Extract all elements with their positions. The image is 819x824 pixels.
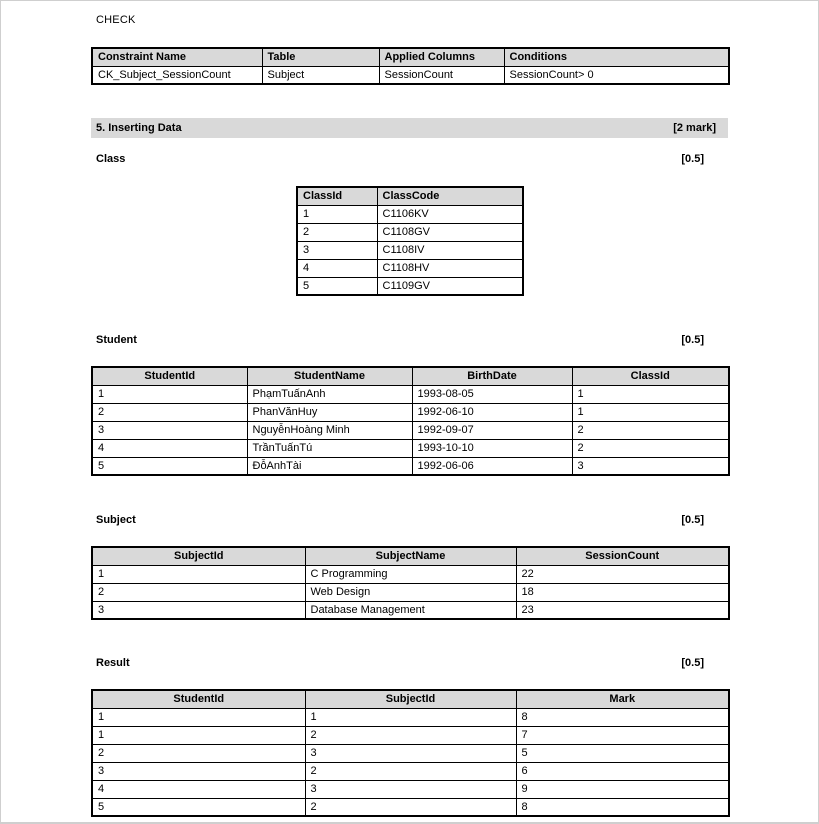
cell: 1 bbox=[305, 708, 516, 726]
subject-table-heading bbox=[96, 513, 704, 527]
cell: 1992-06-10 bbox=[412, 403, 572, 421]
table-row bbox=[92, 421, 729, 439]
cell: 1 bbox=[92, 726, 305, 744]
cell: C1106KV bbox=[377, 205, 523, 223]
cell: 2 bbox=[305, 726, 516, 744]
table-mark: [0.5] bbox=[681, 334, 704, 346]
cell: 1992-06-06 bbox=[412, 457, 572, 475]
header-row bbox=[297, 187, 523, 205]
column-header: SubjectId bbox=[92, 547, 305, 565]
result-table-heading bbox=[96, 656, 704, 670]
table-row bbox=[92, 708, 729, 726]
column-header: Applied Columns bbox=[379, 48, 504, 66]
cell: SessionCount> 0 bbox=[504, 66, 729, 84]
cell: 1 bbox=[92, 385, 247, 403]
header-row bbox=[92, 547, 729, 565]
table-row bbox=[92, 66, 729, 84]
cell: 1 bbox=[92, 708, 305, 726]
cell: 1992-09-07 bbox=[412, 421, 572, 439]
cell: 3 bbox=[572, 457, 729, 475]
table-row bbox=[92, 601, 729, 619]
class-table bbox=[296, 186, 524, 296]
cell: 5 bbox=[516, 744, 729, 762]
section-header-bar bbox=[91, 118, 728, 138]
table-title: Student bbox=[96, 334, 137, 346]
cell: 23 bbox=[516, 601, 729, 619]
table-row bbox=[92, 457, 729, 475]
class-table-heading bbox=[96, 152, 704, 166]
cell: 5 bbox=[92, 798, 305, 816]
cell: 1 bbox=[297, 205, 377, 223]
cell: CK_Subject_SessionCount bbox=[92, 66, 262, 84]
table-mark: [0.5] bbox=[681, 514, 704, 526]
table-row bbox=[92, 439, 729, 457]
cell: TrầnTuấnTú bbox=[247, 439, 412, 457]
cell: 22 bbox=[516, 565, 729, 583]
table-mark: [0.5] bbox=[681, 657, 704, 669]
cell: 7 bbox=[516, 726, 729, 744]
column-header: StudentId bbox=[92, 690, 305, 708]
cell: PhạmTuấnAnh bbox=[247, 385, 412, 403]
cell: 2 bbox=[297, 223, 377, 241]
cell: C Programming bbox=[305, 565, 516, 583]
cell: C1108HV bbox=[377, 259, 523, 277]
table-row bbox=[92, 762, 729, 780]
cell: C1108GV bbox=[377, 223, 523, 241]
cell: 4 bbox=[297, 259, 377, 277]
column-header: Constraint Name bbox=[92, 48, 262, 66]
cell: 4 bbox=[92, 439, 247, 457]
cell: 2 bbox=[92, 744, 305, 762]
table-row bbox=[297, 223, 523, 241]
table-row bbox=[92, 744, 729, 762]
student-table-heading bbox=[96, 333, 704, 347]
column-header: StudentName bbox=[247, 367, 412, 385]
cell: PhanVănHuy bbox=[247, 403, 412, 421]
header-row bbox=[92, 690, 729, 708]
cell: Database Management bbox=[305, 601, 516, 619]
table-row bbox=[92, 565, 729, 583]
table-row bbox=[92, 780, 729, 798]
result-table bbox=[91, 689, 730, 817]
table-title: Result bbox=[96, 657, 130, 669]
column-header: SubjectName bbox=[305, 547, 516, 565]
cell: 2 bbox=[92, 583, 305, 601]
table-row bbox=[297, 259, 523, 277]
table-row bbox=[92, 583, 729, 601]
cell: 6 bbox=[516, 762, 729, 780]
cell: 3 bbox=[297, 241, 377, 259]
table-row bbox=[92, 726, 729, 744]
cell: Web Design bbox=[305, 583, 516, 601]
cell: 3 bbox=[92, 421, 247, 439]
student-table bbox=[91, 366, 730, 476]
cell: 5 bbox=[92, 457, 247, 475]
cell: 18 bbox=[516, 583, 729, 601]
table-row bbox=[297, 205, 523, 223]
column-header: StudentId bbox=[92, 367, 247, 385]
cell: 8 bbox=[516, 708, 729, 726]
cell: 8 bbox=[516, 798, 729, 816]
cell: 1 bbox=[572, 403, 729, 421]
table-title: Subject bbox=[96, 514, 136, 526]
cell: 1993-10-10 bbox=[412, 439, 572, 457]
column-header: SubjectId bbox=[305, 690, 516, 708]
cell: 3 bbox=[305, 780, 516, 798]
cell: 3 bbox=[92, 762, 305, 780]
cell: 2 bbox=[305, 798, 516, 816]
table-title: Class bbox=[96, 153, 126, 165]
header-row bbox=[92, 367, 729, 385]
cell: SessionCount bbox=[379, 66, 504, 84]
cell: 2 bbox=[92, 403, 247, 421]
cell: 2 bbox=[305, 762, 516, 780]
cell: 4 bbox=[92, 780, 305, 798]
column-header: Conditions bbox=[504, 48, 729, 66]
column-header: ClassId bbox=[572, 367, 729, 385]
section-title: 5. Inserting Data bbox=[96, 122, 182, 134]
table-row bbox=[92, 385, 729, 403]
subject-table bbox=[91, 546, 730, 620]
column-header: SessionCount bbox=[516, 547, 729, 565]
column-header: BirthDate bbox=[412, 367, 572, 385]
cell: 2 bbox=[572, 421, 729, 439]
cell: 5 bbox=[297, 277, 377, 295]
cell: C1108IV bbox=[377, 241, 523, 259]
cell: 3 bbox=[305, 744, 516, 762]
table-row bbox=[92, 798, 729, 816]
constraint-table bbox=[91, 47, 730, 85]
cell: 9 bbox=[516, 780, 729, 798]
cell: 1 bbox=[572, 385, 729, 403]
header-row bbox=[92, 48, 729, 66]
cell: 1 bbox=[92, 565, 305, 583]
cell: C1109GV bbox=[377, 277, 523, 295]
table-mark: [0.5] bbox=[681, 153, 704, 165]
column-header: Table bbox=[262, 48, 379, 66]
cell: NguyễnHoàng Minh bbox=[247, 421, 412, 439]
table-row bbox=[297, 277, 523, 295]
table-row bbox=[297, 241, 523, 259]
cell: 2 bbox=[572, 439, 729, 457]
table-row bbox=[92, 403, 729, 421]
column-header: ClassId bbox=[297, 187, 377, 205]
cell: ĐỗAnhTài bbox=[247, 457, 412, 475]
section-mark: [2 mark] bbox=[673, 122, 716, 134]
check-heading: CHECK bbox=[96, 14, 136, 26]
column-header: Mark bbox=[516, 690, 729, 708]
cell: 3 bbox=[92, 601, 305, 619]
cell: 1993-08-05 bbox=[412, 385, 572, 403]
column-header: ClassCode bbox=[377, 187, 523, 205]
cell: Subject bbox=[262, 66, 379, 84]
